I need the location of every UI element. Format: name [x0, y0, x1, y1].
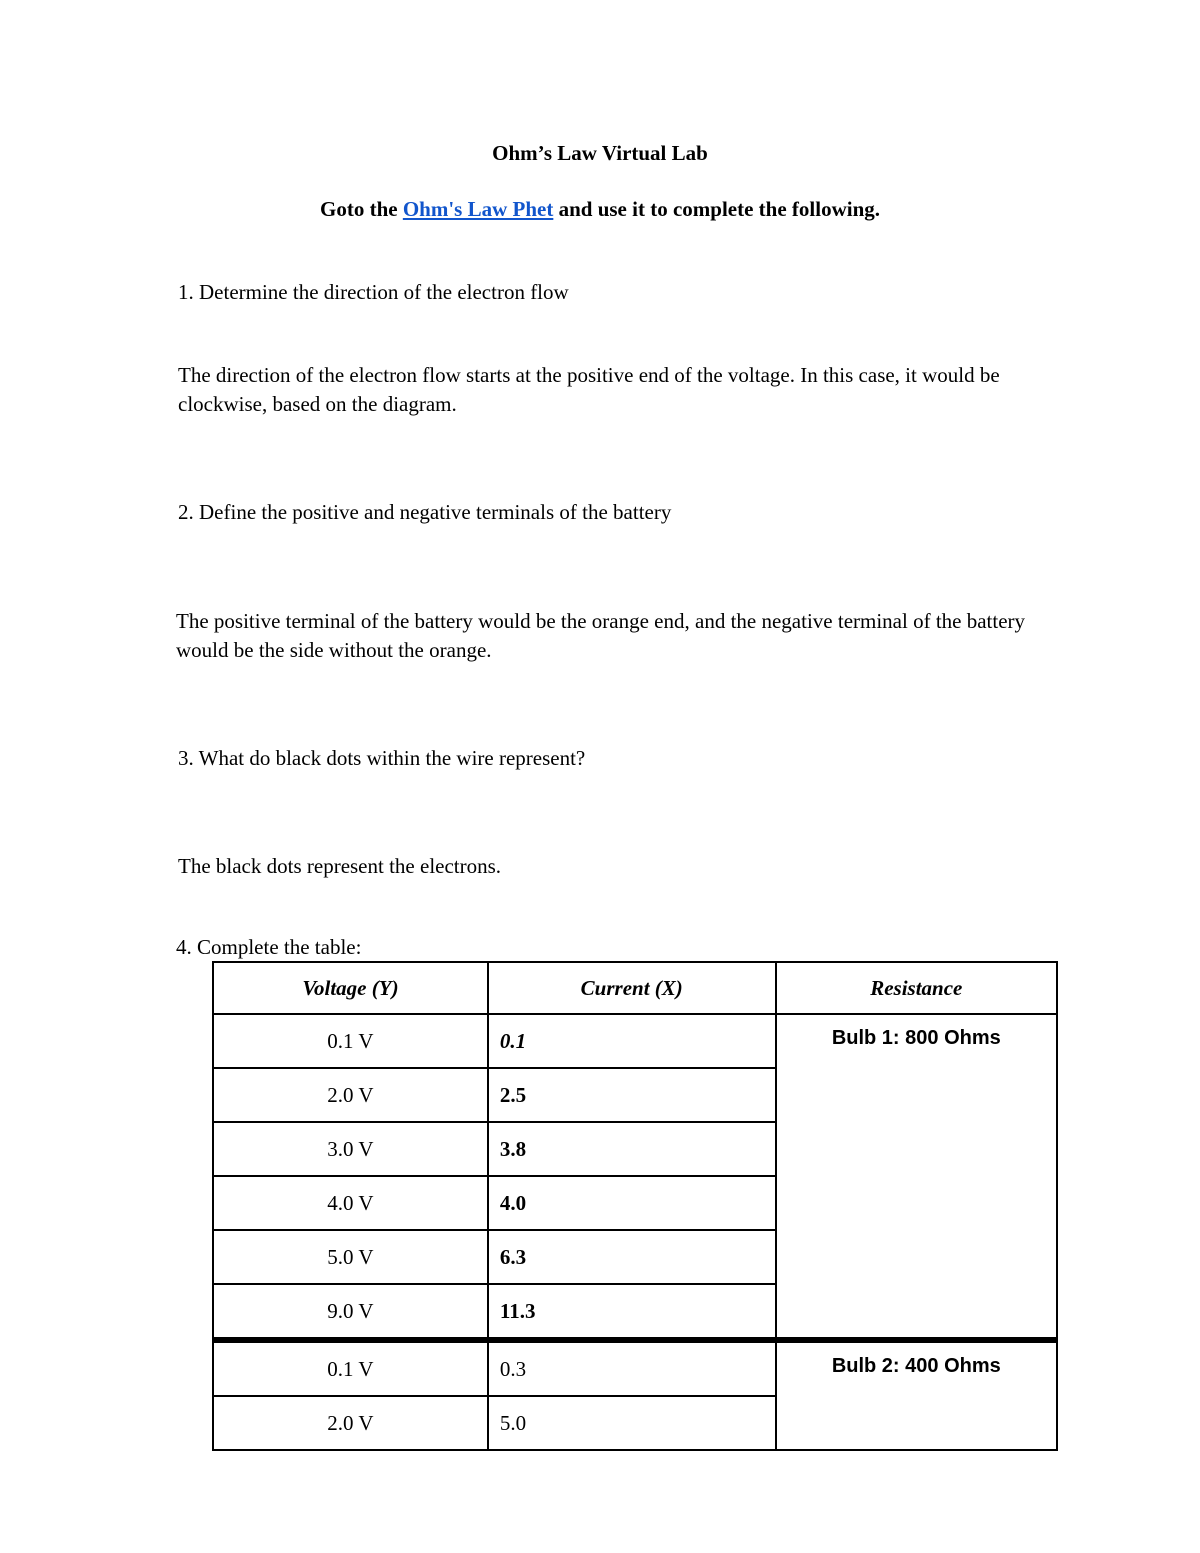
- resistance-cell-bulb-2: Bulb 2: 400 Ohms: [776, 1340, 1057, 1450]
- table-header-row: [213, 962, 1057, 1014]
- voltage-cell: 3.0 V: [213, 1122, 488, 1176]
- current-cell: 2.5: [488, 1068, 776, 1122]
- table-row: [213, 1014, 1057, 1068]
- voltage-cell: 2.0 V: [213, 1396, 488, 1450]
- current-cell: 4.0: [488, 1176, 776, 1230]
- header-resistance: Resistance: [776, 962, 1057, 1014]
- voltage-cell: 0.1 V: [213, 1340, 488, 1396]
- document-title: Ohm’s Law Virtual Lab: [492, 141, 708, 165]
- answer-2: The positive terminal of the battery would be the orange end, and the negative terminal of the battery would be the side without the orange.: [176, 609, 1026, 662]
- instructions-line: [0, 197, 1200, 222]
- instructions-suffix: and use it to complete the following.: [553, 197, 880, 221]
- current-cell: 11.3: [488, 1284, 776, 1340]
- voltage-cell: 4.0 V: [213, 1176, 488, 1230]
- voltage-cell: 2.0 V: [213, 1068, 488, 1122]
- header-voltage: Voltage (Y): [213, 962, 488, 1014]
- answer-3: The black dots represent the electrons.: [178, 854, 502, 878]
- current-cell: 6.3: [488, 1230, 776, 1284]
- question-3: 3. What do black dots within the wire represent?: [178, 746, 586, 770]
- ohms-law-phet-link[interactable]: Ohm's Law Phet: [402, 197, 554, 221]
- question-4: 4. Complete the table:: [176, 935, 362, 959]
- current-cell: 3.8: [488, 1122, 776, 1176]
- question-1: 1. Determine the direction of the electron flow: [178, 280, 569, 304]
- current-cell: 0.1: [488, 1014, 776, 1068]
- answer-1: The direction of the electron flow starts at the positive end of the voltage. In this case, it would be clockwise, based on the diagram.: [178, 363, 1000, 416]
- resistance-cell-bulb-1: Bulb 1: 800 Ohms: [776, 1014, 1057, 1340]
- voltage-cell: 0.1 V: [213, 1014, 488, 1068]
- question-2: 2. Define the positive and negative terminals of the battery: [178, 500, 672, 524]
- instructions-prefix: Goto the: [320, 197, 403, 221]
- header-current: Current (X): [488, 962, 776, 1014]
- voltage-cell: 9.0 V: [213, 1284, 488, 1340]
- current-cell: 5.0: [488, 1396, 776, 1450]
- current-cell: 0.3: [488, 1340, 776, 1396]
- table-row: [213, 1340, 1057, 1396]
- ohms-law-table: [212, 961, 1058, 1451]
- voltage-cell: 5.0 V: [213, 1230, 488, 1284]
